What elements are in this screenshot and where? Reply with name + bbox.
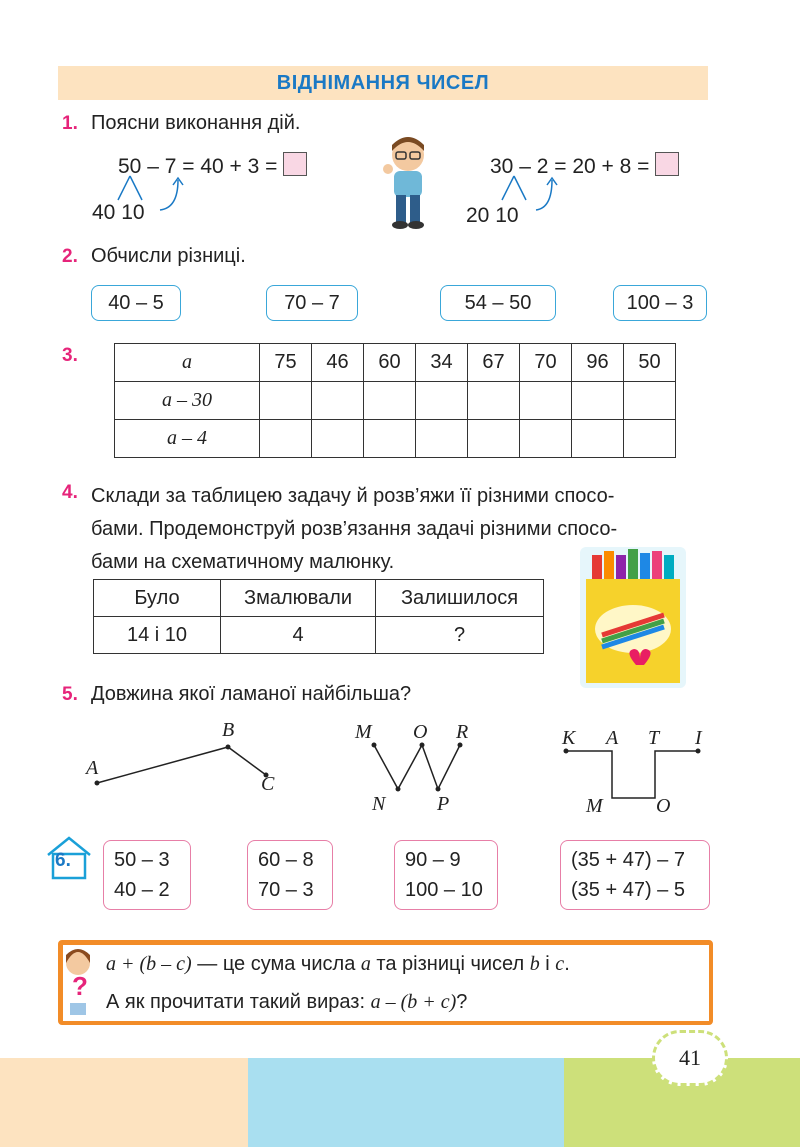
exercise-6-number: 6.: [55, 850, 71, 871]
answer-cell[interactable]: [624, 420, 676, 458]
value-cell: 4: [221, 617, 376, 654]
difference-card: 54 – 50: [440, 285, 556, 321]
exercise-3-number: 3.: [62, 345, 78, 366]
value-cell: 14 і 10: [94, 617, 221, 654]
answer-cell[interactable]: [364, 420, 416, 458]
ex1-left-expression: 50 – 7 = 40 + 3 =: [118, 152, 307, 179]
difference-card: 70 – 7: [266, 285, 358, 321]
point-label: O: [656, 795, 671, 817]
answer-cell[interactable]: [624, 382, 676, 420]
exercise-4-text: Склади за таблицею задачу й розв’яжи її різними спосо- бами. Продемонструй розв’язання задачі різними спосо- бами на схематичному малюнку.: [91, 485, 618, 573]
value-cell: 50: [624, 344, 676, 382]
point-label: O: [413, 721, 428, 743]
point-label: A: [606, 727, 619, 749]
exercise-4-number: 4.: [62, 482, 78, 503]
point-label: I: [695, 727, 702, 749]
value-cell: 70: [520, 344, 572, 382]
header-cell: Було: [94, 580, 221, 617]
exercise-2-text: Обчисли різниці.: [91, 245, 246, 267]
answer-cell[interactable]: [572, 420, 624, 458]
difference-card: 100 – 3: [613, 285, 707, 321]
answer-box[interactable]: [655, 152, 679, 176]
value-cell: 67: [468, 344, 520, 382]
expression-group: 60 – 8 70 – 3: [247, 840, 333, 910]
answer-cell[interactable]: [416, 382, 468, 420]
ex1-right-split-values: 20 10: [466, 204, 519, 227]
note-line-2: А як прочитати такий вираз: a – (b + c)?: [106, 991, 468, 1013]
difference-card: 40 – 5: [91, 285, 181, 321]
value-cell: 46: [312, 344, 364, 382]
exercise-5-number: 5.: [62, 684, 78, 705]
row-label: a – 30: [115, 382, 260, 420]
exercise-1-number: 1.: [62, 113, 78, 134]
expression-group: 50 – 3 40 – 2: [103, 840, 191, 910]
answer-cell[interactable]: [520, 420, 572, 458]
point-label: R: [456, 721, 469, 743]
point-label: B: [222, 719, 235, 741]
point-label: A: [86, 757, 99, 779]
point-label: M: [586, 795, 603, 817]
answer-cell[interactable]: [312, 382, 364, 420]
ex1-right-expression: 30 – 2 = 20 + 8 =: [490, 152, 679, 179]
value-cell: ?: [376, 617, 544, 654]
answer-cell[interactable]: [312, 420, 364, 458]
answer-cell[interactable]: [572, 382, 624, 420]
note-line-1: a + (b – c) — це сума числа a та різниці чисел b і c.: [106, 953, 570, 975]
problem-table: [93, 579, 544, 654]
value-cell: 34: [416, 344, 468, 382]
expression-group: 90 – 9 100 – 10: [394, 840, 498, 910]
page-title: ВІДНІМАННЯ ЧИСЕЛ: [58, 66, 708, 100]
polyline-katimo: [558, 740, 708, 805]
values-table: [114, 343, 676, 458]
answer-cell[interactable]: [520, 382, 572, 420]
answer-cell[interactable]: [260, 420, 312, 458]
point-label: N: [372, 793, 386, 815]
header-cell: Змалювали: [221, 580, 376, 617]
polyline-monrp: [360, 735, 470, 800]
ex1-left-split-values: 40 10: [92, 201, 145, 224]
answer-cell[interactable]: [468, 382, 520, 420]
point-label: M: [355, 721, 372, 743]
row-label: a – 4: [115, 420, 260, 458]
value-cell: 96: [572, 344, 624, 382]
point-label: T: [648, 727, 660, 749]
answer-box[interactable]: [283, 152, 307, 176]
page-number: 41: [652, 1030, 728, 1086]
value-cell: 75: [260, 344, 312, 382]
expression-group: (35 + 47) – 7 (35 + 47) – 5: [560, 840, 710, 910]
answer-cell[interactable]: [364, 382, 416, 420]
point-label: K: [562, 727, 576, 749]
answer-cell[interactable]: [260, 382, 312, 420]
footer-band-blue: [248, 1058, 564, 1147]
header-cell: a: [115, 344, 260, 382]
answer-cell[interactable]: [416, 420, 468, 458]
svg-text:?: ?: [72, 971, 88, 1001]
point-label: P: [437, 793, 450, 815]
boy-illustration: [378, 135, 438, 230]
exercise-5-text: Довжина якої ламаної найбільша?: [91, 683, 412, 705]
pencils-box-illustration: [578, 545, 688, 690]
exercise-2-number: 2.: [62, 246, 78, 267]
point-label: C: [261, 773, 275, 795]
header-cell: Залишилося: [376, 580, 544, 617]
girl-icon: [60, 945, 100, 1020]
value-cell: 60: [364, 344, 416, 382]
exercise-1-text: Поясни виконання дій.: [91, 112, 301, 134]
footer-band-orange: [0, 1058, 248, 1147]
answer-cell[interactable]: [468, 420, 520, 458]
